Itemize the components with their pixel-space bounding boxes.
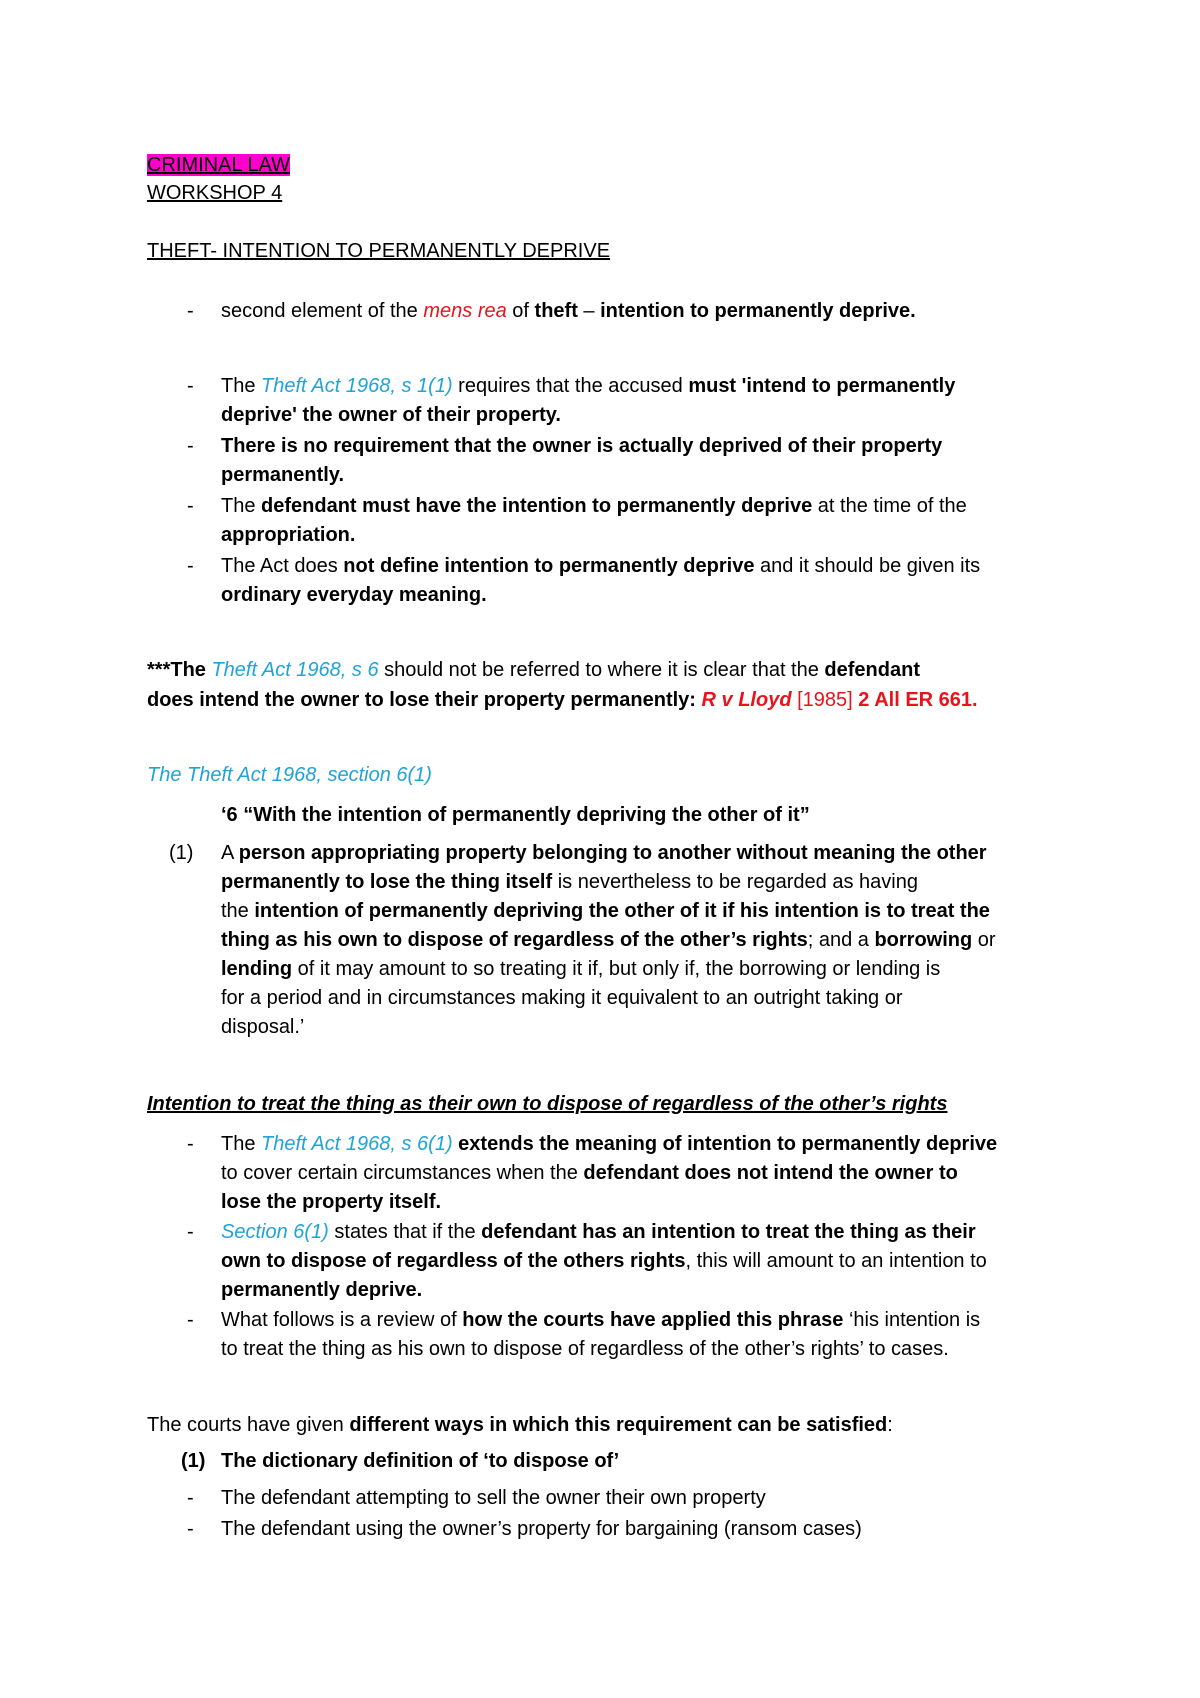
bullet-text-cont: permanently. [221,464,344,486]
quote-line: the intention of permanently depriving the other of it if his intention is to treat the [221,900,990,922]
bullet-text-cont: deprive' the owner of their property. [221,404,561,426]
bullet-text: What follows is a review of how the courts have applied this phrase ‘his intention is [221,1309,981,1331]
quote-line: permanently to lose the thing itself is nevertheless to be regarded as having [221,871,918,893]
bullet-text: The Act does not define intention to permanently deprive and it should be given its [221,555,981,577]
bullet-text: second element of the mens rea of theft – intention to permanently deprive. [221,300,916,322]
document-subtitle: WORKSHOP 4 [147,182,283,204]
bullet-text-cont: to treat the thing as his own to dispose of regardless of the other’s rights’ to cases. [221,1338,949,1360]
bullet-text-cont: appropriation. [221,524,356,546]
bullet-dash: - [187,1518,194,1540]
document-title [147,151,290,179]
title-highlight: CRIMINAL LAW [147,154,290,176]
bullet-dash: - [187,495,194,517]
section-heading: THEFT- INTENTION TO PERMANENTLY DEPRIVE [147,240,611,262]
bullet-text: The defendant using the owner’s property for bargaining (ransom cases) [221,1518,862,1540]
bullet-dash: - [187,300,194,322]
courts-intro: The courts have given different ways in which this requirement can be satisfied: [147,1414,893,1436]
bullet-text: There is no requirement that the owner is actually deprived of their property [221,435,943,457]
bullet-dash: - [187,1221,194,1243]
bullet-dash: - [187,555,194,577]
intention-heading: Intention to treat the thing as their own to dispose of regardless of the other’s rights [147,1093,948,1115]
bullet-dash: - [187,375,194,397]
note-line-2: does intend the owner to lose their property permanently: R v Lloyd [1985] 2 All ER 661. [147,689,978,711]
courts-item-number: (1) [181,1450,206,1472]
bullet-text-cont: ordinary everyday meaning. [221,584,487,606]
bullet-text: The defendant must have the intention to permanently deprive at the time of the [221,495,967,517]
courts-item: The dictionary definition of ‘to dispose of’ [221,1450,620,1472]
bullet-text-cont: to cover certain circumstances when the defendant does not intend the owner to [221,1162,958,1184]
bullet-text-cont: lose the property itself. [221,1191,442,1213]
quote-line: A person appropriating property belonging to another without meaning the other [221,842,987,864]
quote-line: lending of it may amount to so treating it if, but only if, the borrowing or lending is [221,958,941,980]
note-line-1: ***The Theft Act 1968, s 6 should not be referred to where it is clear that the defendant [147,659,920,681]
bullet-text: The Theft Act 1968, s 1(1) requires that the accused must 'intend to permanently [221,375,956,397]
bullet-text: The defendant attempting to sell the owner their own property [221,1487,766,1509]
bullet-text: Section 6(1) states that if the defendant has an intention to treat the thing as their [221,1221,976,1243]
bullet-text-cont: permanently deprive. [221,1279,423,1301]
bullet-dash: - [187,435,194,457]
section-6-heading: The Theft Act 1968, section 6(1) [147,764,432,786]
quote-title: ‘6 “With the intention of permanently depriving the other of it” [221,804,810,826]
quote-line: for a period and in circumstances making it equivalent to an outright taking or [221,987,903,1009]
bullet-dash: - [187,1309,194,1331]
bullet-text: The Theft Act 1968, s 6(1) extends the meaning of intention to permanently deprive [221,1133,998,1155]
quote-number: (1) [169,842,194,864]
quote-line: disposal.’ [221,1016,305,1038]
bullet-dash: - [187,1487,194,1509]
quote-line: thing as his own to dispose of regardless of the other’s rights; and a borrowing or [221,929,996,951]
bullet-dash: - [187,1133,194,1155]
bullet-text-cont: own to dispose of regardless of the others rights, this will amount to an intention to [221,1250,987,1272]
